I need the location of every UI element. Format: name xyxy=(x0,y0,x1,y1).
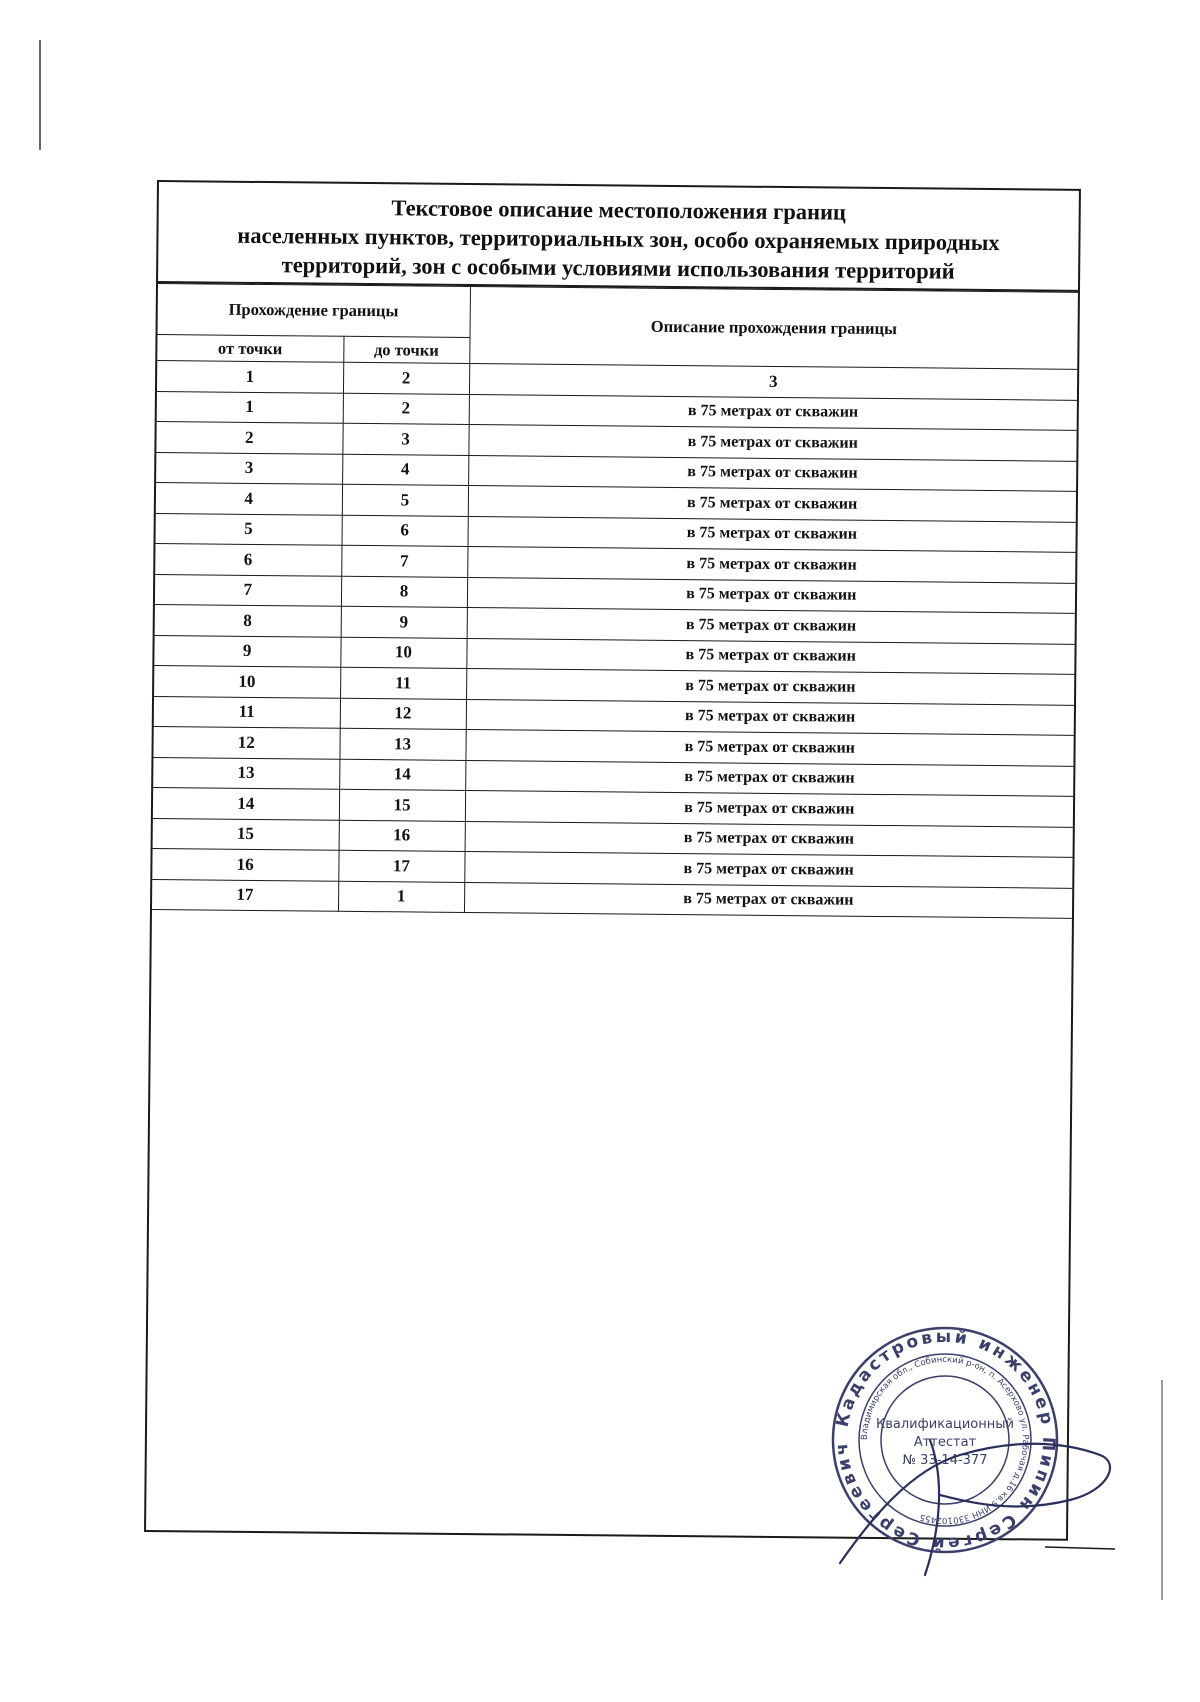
engineer-stamp xyxy=(830,1325,1060,1555)
index-cell: 2 xyxy=(343,362,469,394)
description-cell: в 75 метрах от скважин xyxy=(464,851,1072,887)
from-point-cell: 16 xyxy=(152,848,338,880)
description-cell: в 75 метрах от скважин xyxy=(468,425,1076,461)
to-point-cell: 6 xyxy=(342,515,468,547)
boundary-table xyxy=(152,283,1078,919)
from-point-cell: 13 xyxy=(153,757,339,789)
to-point-cell: 1 xyxy=(338,881,464,913)
from-point-cell: 12 xyxy=(153,726,339,758)
to-point-cell: 14 xyxy=(339,759,465,791)
to-point-cell: 5 xyxy=(342,484,468,516)
description-cell: в 75 метрах от скважин xyxy=(464,882,1072,918)
description-cell: в 75 метрах от скважин xyxy=(467,546,1075,582)
header-from-point: от точки xyxy=(157,335,343,363)
title-line-3: территорий, зон с особыми условиями использования территорий xyxy=(281,252,955,284)
index-cell: 3 xyxy=(469,364,1077,400)
to-point-cell: 17 xyxy=(338,850,464,882)
description-cell: в 75 метрах от скважин xyxy=(468,516,1076,552)
stamp-center-line-3: № 33-14-377 xyxy=(902,1453,988,1468)
to-point-cell: 12 xyxy=(340,698,466,730)
description-cell: в 75 метрах от скважин xyxy=(467,577,1075,613)
stamp-outer-text: Кадастровый инженер Пипин Сергей Сергеевич xyxy=(831,1326,1059,1554)
from-point-cell: 14 xyxy=(153,787,339,819)
stamp-address-text: Владимирская обл., Собинский р-он, п. Асерхово ул. Рабочая д.16 кв.9 ИНН 330102455 xyxy=(859,1354,1031,1526)
description-cell: в 75 метрах от скважин xyxy=(466,668,1074,704)
to-point-cell: 10 xyxy=(340,637,466,669)
from-point-cell: 3 xyxy=(156,452,342,484)
stamp-center-line-1: Квалификационный xyxy=(876,1417,1014,1432)
stamp-center-line-2: Аттестат xyxy=(913,1435,977,1450)
title-line-1: Текстовое описание местоположения границ xyxy=(391,195,847,225)
description-cell: в 75 метрах от скважин xyxy=(466,699,1074,735)
from-point-cell: 8 xyxy=(155,604,341,636)
to-point-cell: 9 xyxy=(341,606,467,638)
description-cell: в 75 метрах от скважин xyxy=(465,821,1073,857)
from-point-cell: 5 xyxy=(156,513,342,545)
from-point-cell: 9 xyxy=(154,635,340,667)
to-point-cell: 4 xyxy=(342,454,468,486)
from-point-cell: 6 xyxy=(155,544,341,576)
description-cell: в 75 метрах от скважин xyxy=(467,607,1075,643)
from-point-cell: 15 xyxy=(153,818,339,850)
description-cell: в 75 метрах от скважин xyxy=(468,455,1076,491)
document-title xyxy=(158,182,1079,292)
description-cell: в 75 метрах от скважин xyxy=(465,729,1073,765)
to-point-cell: 13 xyxy=(339,728,465,760)
header-boundary-passage: Прохождение границы xyxy=(158,284,470,338)
description-cell: в 75 метрах от скважин xyxy=(465,790,1073,826)
from-point-cell: 2 xyxy=(156,422,342,454)
title-line-2: населенных пунктов, территориальных зон, особо охраняемых природных xyxy=(237,222,1000,256)
description-cell: в 75 метрах от скважин xyxy=(465,760,1073,796)
to-point-cell: 2 xyxy=(343,393,469,425)
to-point-cell: 16 xyxy=(339,820,465,852)
header-description: Описание прохождения границы xyxy=(469,287,1078,370)
from-point-cell: 4 xyxy=(156,483,342,515)
to-point-cell: 15 xyxy=(339,789,465,821)
to-point-cell: 11 xyxy=(340,667,466,699)
from-point-cell: 10 xyxy=(154,665,340,697)
index-cell: 1 xyxy=(157,361,343,393)
to-point-cell: 8 xyxy=(341,576,467,608)
to-point-cell: 7 xyxy=(341,545,467,577)
from-point-cell: 17 xyxy=(152,879,338,911)
from-point-cell: 7 xyxy=(155,574,341,606)
description-cell: в 75 метрах от скважин xyxy=(468,486,1076,522)
description-cell: в 75 метрах от скважин xyxy=(469,394,1077,430)
from-point-cell: 1 xyxy=(157,391,343,423)
from-point-cell: 11 xyxy=(154,696,340,728)
description-cell: в 75 метрах от скважин xyxy=(466,638,1074,674)
to-point-cell: 3 xyxy=(342,423,468,455)
header-to-point: до точки xyxy=(343,336,469,363)
